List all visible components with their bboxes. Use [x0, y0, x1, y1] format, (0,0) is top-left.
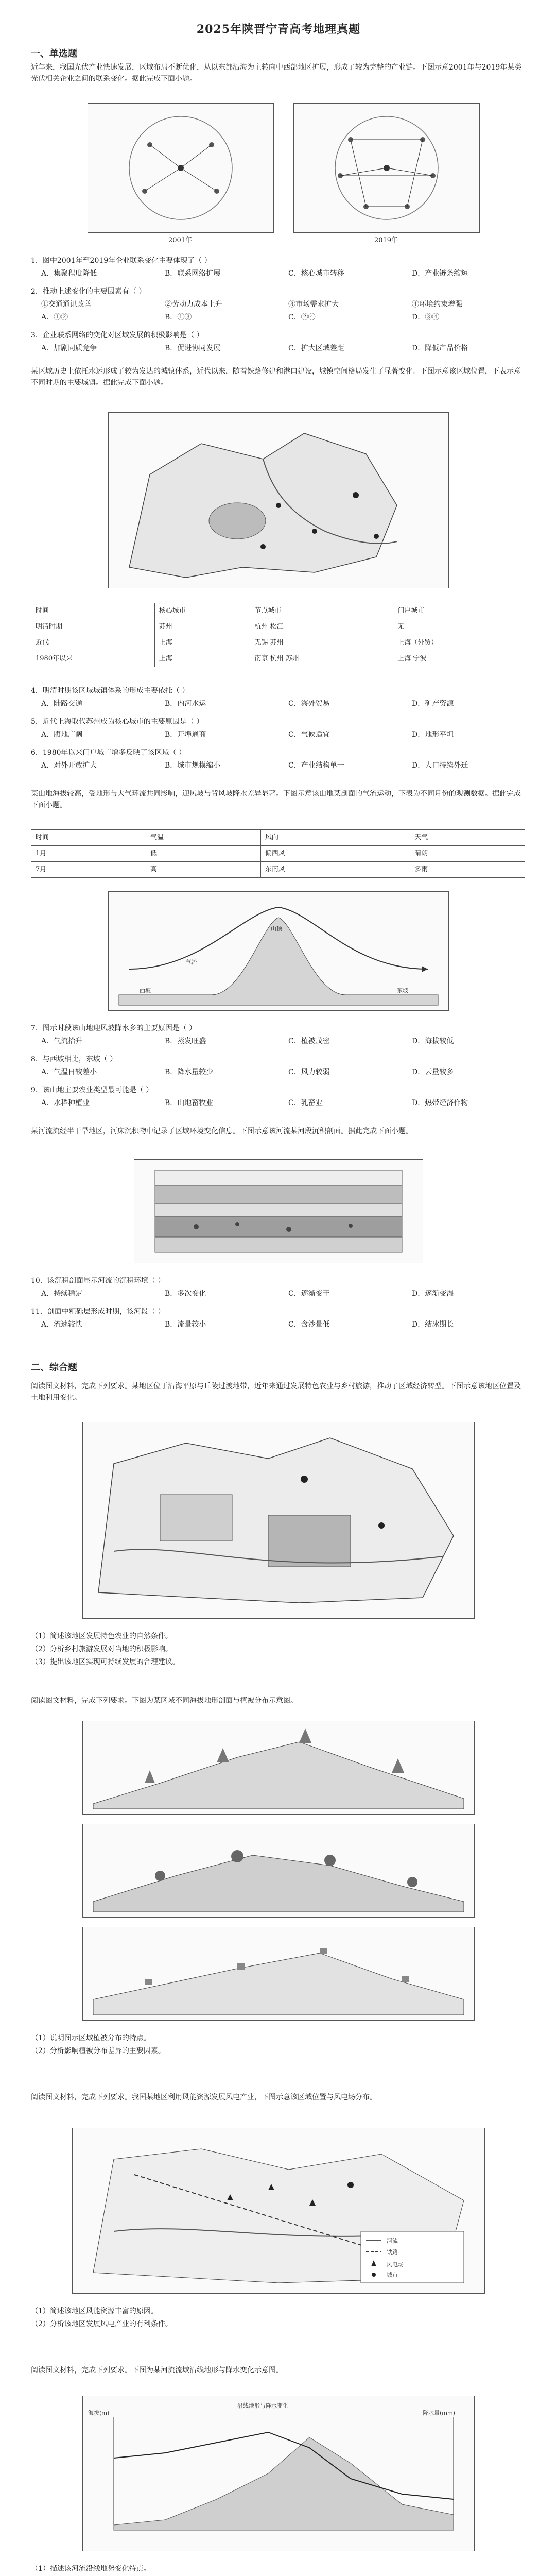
- question-1: 1．图中2001年至2019年企业联系变化主要体现了（ ）: [31, 257, 212, 265]
- table-cell: 上海: [154, 635, 250, 651]
- option-c[interactable]: C．核心城市转移: [288, 269, 344, 278]
- table-cell: 上海: [154, 651, 250, 667]
- table-cell: 7月: [31, 862, 146, 878]
- terrain-precip-chart: [82, 2396, 475, 2551]
- option-b[interactable]: B．多次变化: [165, 1290, 206, 1298]
- legend-city: 城市: [387, 2272, 398, 2278]
- passage-2: 某区域历史上依托水运形成了较为发达的城镇体系，近代以来，随着铁路修建和港口建设，城镇空间格局发生了显著变化。下图示意该区域位置，下表示意不同时期的主要城镇。据此完成下面小题。: [31, 367, 521, 387]
- question-16: （2）分析影响植被分布差异的主要因素。: [31, 2047, 165, 2055]
- legend-wind-farm: 风电场: [387, 2261, 404, 2268]
- option-d[interactable]: D．地形平坦: [412, 731, 454, 739]
- option-d[interactable]: D．人口持续外迁: [412, 761, 468, 770]
- passage-6: 阅读图文材料，完成下列要求。下图为某区域不同海拔地形剖面与植被分布示意图。: [31, 1697, 298, 1705]
- table-cell: 高: [146, 862, 260, 878]
- table-header: 核心城市: [154, 603, 250, 619]
- question-5-options: [41, 729, 525, 740]
- question-9-options: [41, 1097, 525, 1109]
- option-a[interactable]: A．水稻种植业: [41, 1099, 90, 1107]
- question-4: 4．明清时期该区域城镇体系的形成主要依托（ ）: [31, 687, 189, 695]
- table-header: 风向: [260, 830, 410, 846]
- question-10: 10．该沉积剖面显示河流的沉积环境（ ）: [31, 1277, 165, 1285]
- statement-3: ③市场需求扩大: [288, 300, 339, 309]
- option-a[interactable]: A．气温日较差小: [41, 1068, 97, 1076]
- option-c[interactable]: C．植被茂密: [288, 1037, 330, 1045]
- label-east-slope: 东坡: [397, 987, 408, 994]
- table-header: 时间: [31, 603, 155, 619]
- question-3: 3．企业联系网络的变化对区域发展的积极影响是（ ）: [31, 331, 204, 340]
- table-cell: 1月: [31, 846, 146, 862]
- vegetation-profile-3: [82, 1927, 475, 2021]
- option-d[interactable]: D．降低产品价格: [412, 344, 468, 352]
- land-use-map: [82, 1422, 475, 1619]
- option-a[interactable]: A．集聚程度降低: [41, 269, 97, 278]
- option-d[interactable]: D．云量较多: [412, 1068, 454, 1076]
- passage-8: 阅读图文材料，完成下列要求。下图为某河流流域沿线地形与降水变化示意图。: [31, 2366, 283, 2375]
- sediment-profile: [134, 1159, 423, 1263]
- option-c[interactable]: C．海外贸易: [288, 700, 330, 708]
- question-7: 7．图示时段该山地迎风坡降水多的主要原因是（ ）: [31, 1024, 197, 1032]
- option-a[interactable]: A．流速较快: [41, 1320, 83, 1329]
- network-map-2019: [293, 103, 480, 233]
- question-8: 8．与西坡相比，东坡（ ）: [31, 1055, 117, 1063]
- question-12: （1）简述该地区发展特色农业的自然条件。: [31, 1632, 172, 1640]
- table-header-row: [31, 603, 525, 619]
- mountain-airflow-profile: [108, 891, 449, 1011]
- option-b[interactable]: B．内河水运: [165, 700, 206, 708]
- table-header: 天气: [410, 830, 525, 846]
- option-d[interactable]: D．逐渐变湿: [412, 1290, 454, 1298]
- table-cell: 低: [146, 846, 260, 862]
- table-cell: 苏州: [154, 619, 250, 635]
- table-cell: 明清时期: [31, 619, 155, 635]
- question-11-options: [41, 1319, 525, 1330]
- option-a[interactable]: A．陆路交通: [41, 700, 83, 708]
- question-2: 2．推动上述变化的主要因素有（ ）: [31, 287, 146, 296]
- question-11: 11．剖面中粗砾层形成时期，该河段（ ）: [31, 1308, 165, 1316]
- table-cell: 杭州 松江: [250, 619, 393, 635]
- section-title-comprehensive: 二、综合题: [31, 1362, 77, 1373]
- option-c[interactable]: C．气候适宜: [288, 731, 330, 739]
- option-c[interactable]: C．含沙量低: [288, 1320, 330, 1329]
- axis-right-label: 降水量(mm): [423, 2410, 456, 2416]
- table-header: 门户城市: [393, 603, 525, 619]
- table-cell: 无: [393, 619, 525, 635]
- statement-4: ④环境约束增强: [412, 300, 462, 309]
- option-c[interactable]: C．②④: [288, 313, 316, 321]
- option-c[interactable]: C．逐渐变干: [288, 1290, 330, 1298]
- option-c[interactable]: C．扩大区域差距: [288, 344, 344, 352]
- question-8-options: [41, 1066, 525, 1078]
- option-d[interactable]: D．产业链条缩短: [412, 269, 468, 278]
- option-d[interactable]: D．热带经济作物: [412, 1099, 468, 1107]
- question-15: （1）说明图示区域植被分布的特点。: [31, 2034, 151, 2042]
- table-cell: 上海 宁波: [393, 651, 525, 667]
- option-b[interactable]: B．开埠通商: [165, 731, 206, 739]
- table-row: [31, 619, 525, 635]
- fig1-caption-2001: 2001年: [168, 236, 193, 244]
- question-10-options: [41, 1288, 525, 1299]
- page-title: 2025年陕晋宁青高考地理真题: [196, 23, 361, 36]
- table-cell: 偏西风: [260, 846, 410, 862]
- table-cell: 上海（外贸）: [393, 635, 525, 651]
- option-b[interactable]: B．流量较小: [165, 1320, 206, 1329]
- passage-7: 阅读图文材料，完成下列要求。我国某地区利用风能资源发展风电产业，下图示意该区域位置与风电场分布。: [31, 2093, 377, 2102]
- table-cell: 南京 杭州 苏州: [250, 651, 393, 667]
- question-4-options: [41, 698, 525, 709]
- option-a[interactable]: A．加剧同质竞争: [41, 344, 97, 352]
- statement-1: ①交通通讯改善: [41, 300, 92, 309]
- fig1-caption-2019: 2019年: [374, 236, 398, 244]
- option-a[interactable]: A．①②: [41, 313, 68, 321]
- section-title-single-choice: 一、单选题: [31, 48, 77, 59]
- question-1-options: [41, 268, 525, 279]
- vegetation-profile-1: [82, 1721, 475, 1815]
- option-a[interactable]: A．气流抬升: [41, 1037, 83, 1045]
- question-6: 6．1980年以来门户城市增多反映了该区域（ ）: [31, 749, 186, 757]
- vegetation-profile-2: [82, 1824, 475, 1918]
- question-3-options: [41, 343, 525, 354]
- question-17: （1）简述该地区风能资源丰富的原因。: [31, 2307, 158, 2315]
- table-cell: 多雨: [410, 862, 525, 878]
- option-d[interactable]: D．海拔较低: [412, 1037, 454, 1045]
- passage-5: 阅读图文材料，完成下列要求。某地区位于沿海平原与丘陵过渡地带，近年来通过发展特色农业与乡村旅游，推动了区域经济转型。下图示意该地区位置及土地利用变化。: [31, 1382, 521, 1402]
- table-header: 气温: [146, 830, 260, 846]
- option-a[interactable]: A．腹地广阔: [41, 731, 83, 739]
- legend-river: 河流: [387, 2238, 398, 2244]
- question-14: （3）提出该地区实现可持续发展的合理建议。: [31, 1658, 180, 1666]
- question-2-options: [41, 312, 525, 323]
- label-west-slope: 西坡: [140, 987, 151, 994]
- axis-left-label: 海拔(m): [88, 2410, 110, 2416]
- question-2-statements: [41, 299, 525, 310]
- passage-4: 某河流流经半干旱地区，河床沉积物中记录了区域环境变化信息。下图示意该河流某河段沉积剖面。据此完成下面小题。: [31, 1127, 413, 1136]
- wind-farm-map: [72, 2128, 485, 2294]
- table-cell: 东南风: [260, 862, 410, 878]
- fig8-title: 沿线地形与降水变化: [237, 2402, 288, 2409]
- option-c[interactable]: C．乳畜业: [288, 1099, 323, 1107]
- label-airflow: 气流: [186, 959, 197, 965]
- option-b[interactable]: B．山地畜牧业: [165, 1099, 214, 1107]
- option-a[interactable]: A．对外开放扩大: [41, 761, 97, 770]
- question-18: （2）分析该地区发展风电产业的有利条件。: [31, 2320, 172, 2328]
- question-9: 9．该山地主要农业类型最可能是（ ）: [31, 1086, 153, 1094]
- table-row: [31, 846, 525, 862]
- legend-railway: 铁路: [387, 2249, 398, 2256]
- network-map-2001: [88, 103, 274, 233]
- option-b[interactable]: B．促进协同发展: [165, 344, 221, 352]
- label-summit: 山顶: [271, 925, 282, 932]
- table-row: [31, 651, 525, 667]
- option-c[interactable]: C．产业结构单一: [288, 761, 344, 770]
- option-c[interactable]: C．风力较弱: [288, 1068, 330, 1076]
- table-cell: 1980年以来: [31, 651, 155, 667]
- passage-1: 近年来，我国光伏产业快速发展，区域布局不断优化，从以东部沿海为主转向中西部地区扩展，形成了较为完整的产业链。下图示意2001年与2019年某类光伏相关企业之间的联系变化。据此完成下面小题。: [31, 63, 522, 83]
- table-header: 时间: [31, 830, 146, 846]
- table-row: [31, 862, 525, 878]
- question-19: （1）描述该河流沿线地势变化特点。: [31, 2565, 151, 2573]
- city-table: [31, 603, 525, 667]
- table-header-row: [31, 830, 525, 846]
- question-13: （2）分析乡村旅游发展对当地的积极影响。: [31, 1645, 172, 1653]
- option-d[interactable]: D．③④: [412, 313, 440, 321]
- option-b[interactable]: B．降水量较少: [165, 1068, 214, 1076]
- climate-table: [31, 829, 525, 878]
- option-d[interactable]: D．结冰期长: [412, 1320, 454, 1329]
- table-cell: 晴朗: [410, 846, 525, 862]
- passage-3: 某山地海拔较高，受地形与大气环流共同影响，迎风坡与背风坡降水差异显著。下图示意该山地某剖面的气流运动，下表为不同月份的观测数据。据此完成下面小题。: [31, 790, 521, 809]
- question-5: 5．近代上海取代苏州成为核心城市的主要原因是（ ）: [31, 718, 204, 726]
- option-b[interactable]: B．①③: [165, 313, 192, 321]
- table-cell: 近代: [31, 635, 155, 651]
- table-header: 节点城市: [250, 603, 393, 619]
- statement-2: ②劳动力成本上升: [165, 300, 222, 309]
- option-b[interactable]: B．联系网络扩展: [165, 269, 221, 278]
- option-d[interactable]: D．矿产资源: [412, 700, 454, 708]
- table-row: [31, 635, 525, 651]
- option-a[interactable]: A．持续稳定: [41, 1290, 83, 1298]
- question-6-options: [41, 760, 525, 771]
- region-location-map: [108, 412, 449, 588]
- option-b[interactable]: B．城市规模缩小: [165, 761, 221, 770]
- question-7-options: [41, 1036, 525, 1047]
- option-b[interactable]: B．蒸发旺盛: [165, 1037, 206, 1045]
- table-cell: 无锡 苏州: [250, 635, 393, 651]
